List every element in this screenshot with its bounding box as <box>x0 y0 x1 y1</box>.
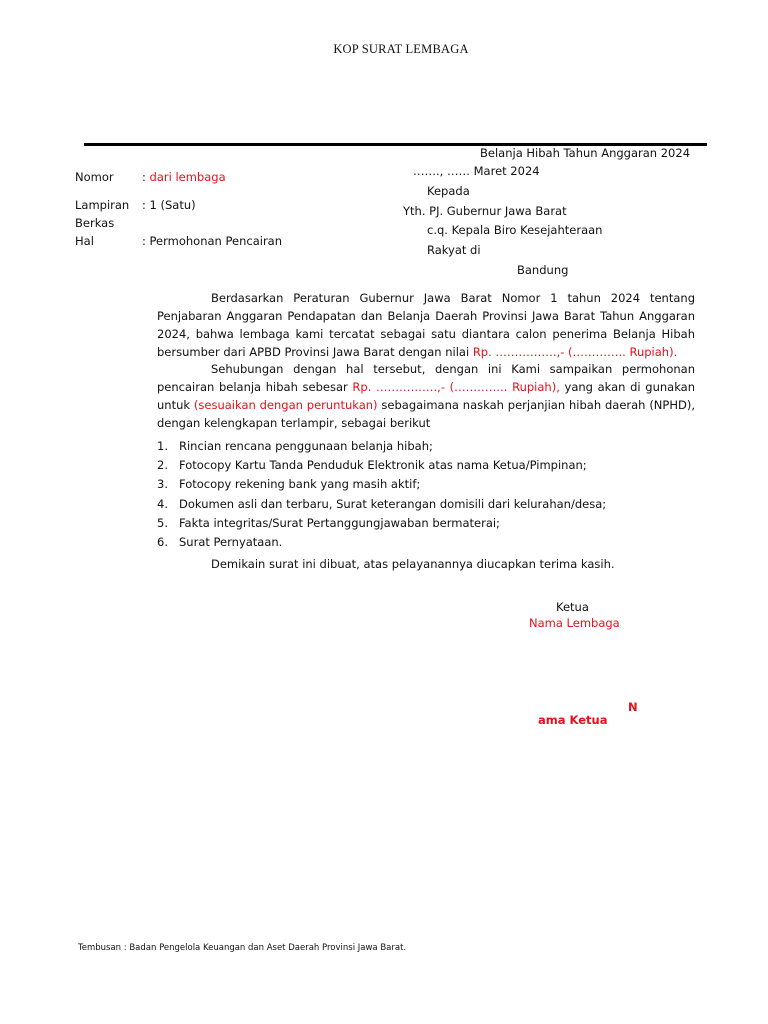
list-item: 6. Surat Pernyataan. <box>157 534 283 549</box>
list-item: 5. Fakta integritas/Surat Pertanggungjawaban bermaterai; <box>157 515 500 530</box>
nomor-label: Nomor <box>75 170 114 184</box>
recipient-cq: c.q. Kepala Biro Kesejahteraan <box>427 223 603 237</box>
lampiran-value: : 1 (Satu) <box>142 198 196 212</box>
signature-role: Ketua <box>556 600 589 614</box>
paragraph-2: Sehubungan dengan hal tersebut, dengan ini Kami sampaikan permohonan pencairan belanja hibah sebesar Rp. …………….,- (………….. Rupiah), yang akan di gunakan untuk (sesuaikan dengan peruntukan) sebagaimana naskah perjanjian hibah daerah (NPHD), dengan kelengkapan terlampir, sebagai berikut <box>157 362 696 430</box>
hal-label: Hal <box>75 234 94 248</box>
recipient-yth: Yth. PJ. Gubernur Jawa Barat <box>403 204 567 218</box>
right-header-line1: Belanja Hibah Tahun Anggaran 2024 <box>480 146 691 160</box>
nomor-value: : dari lembaga <box>142 170 226 184</box>
signature-org: Nama Lembaga <box>529 616 620 630</box>
signature-name-initial: N <box>628 700 638 714</box>
lampiran-label: Lampiran <box>75 198 130 212</box>
letterhead-title: KOP SURAT LEMBAGA <box>333 42 469 56</box>
list-item: 4. Dokumen asli dan terbaru, Surat keterangan domisili dari kelurahan/desa; <box>157 496 607 511</box>
list-item: 3. Fotocopy rekening bank yang masih aktif; <box>157 477 421 492</box>
berkas-label: Berkas <box>75 216 115 230</box>
recipient-rakyat: Rakyat di <box>427 243 481 257</box>
hal-value: : Permohonan Pencairan <box>142 234 283 248</box>
tembusan-note: Tembusan : Badan Pengelola Keuangan dan Aset Daerah Provinsi Jawa Barat. <box>78 943 407 953</box>
recipient-kepada: Kepada <box>427 184 470 198</box>
closing-sentence: Demikain surat ini dibuat, atas pelayanannya diucapkan terima kasih. <box>211 557 615 571</box>
attachment-list <box>157 437 606 552</box>
letter-date: ……., …… Maret 2024 <box>413 164 540 178</box>
list-item: 1. Rincian rencana penggunaan belanja hibah; <box>157 439 433 453</box>
recipient-city: Bandung <box>517 263 569 277</box>
paragraph-1: Berdasarkan Peraturan Gubernur Jawa Barat Nomor 1 tahun 2024 tentang Penjabaran Anggaran Pendapatan dan Belanja Daerah Provinsi Jawa Barat Tahun Anggaran 2024, bahwa lembaga kami tercatat sebagai satu diantara calon penerima Belanja Hibah bersumber dari APBD Provinsi Jawa Barat dengan nilai Rp. …………….,- (………….. Rupiah). <box>157 291 695 359</box>
signature-name: ama Ketua <box>538 713 608 727</box>
list-item: 2. Fotocopy Kartu Tanda Penduduk Elektronik atas nama Ketua/Pimpinan; <box>157 458 587 473</box>
